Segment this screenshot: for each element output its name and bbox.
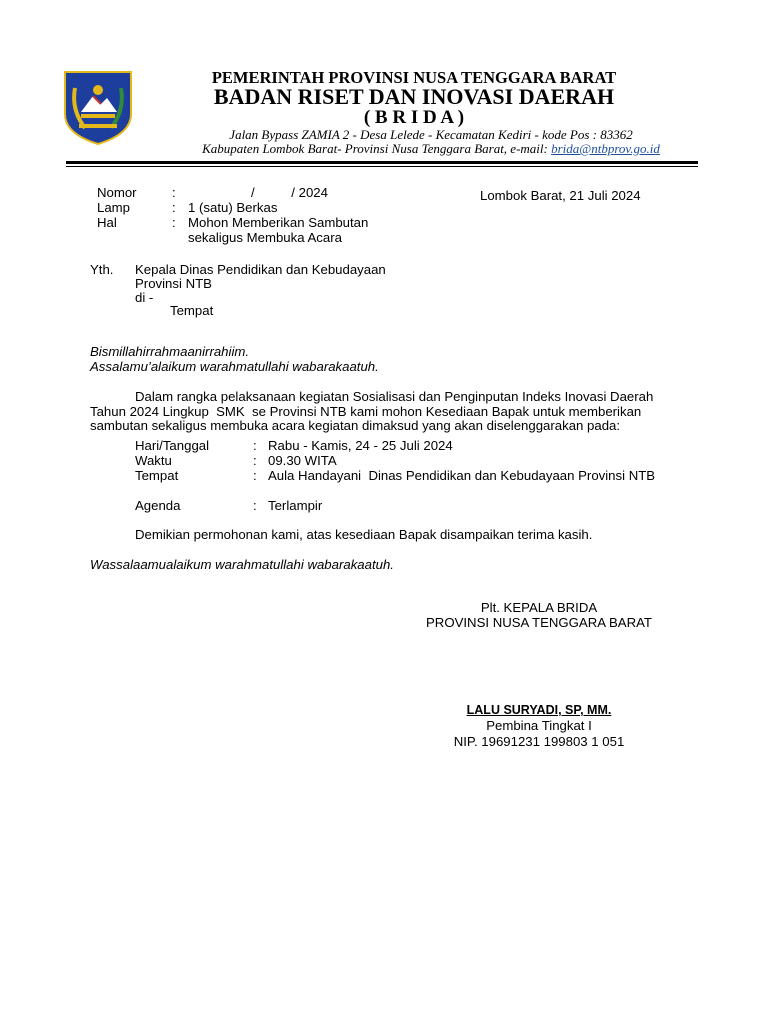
field-value-lamp: 1 (satu) Berkas <box>188 200 278 215</box>
letterhead-address: Jalan Bypass ZAMIA 2 - Desa Lelede - Kecamatan Kediri - kode Pos : 83362 <box>229 127 633 142</box>
body-line1: Dalam rangka pelaksanaan kegiatan Sosialisasi dan Penginputan Indeks Inovasi Daerah <box>135 389 654 404</box>
signature-title2: PROVINSI NUSA TENGGARA BARAT <box>426 615 652 630</box>
recipient-line1: Kepala Dinas Pendidikan dan Kebudayaan <box>135 262 386 277</box>
detail-value-place: Aula Handayani Dinas Pendidikan dan Kebudayaan Provinsi NTB <box>268 468 656 483</box>
signatory-rank: Pembina Tingkat I <box>486 718 592 733</box>
detail-label-date: Hari/Tanggal <box>135 438 210 453</box>
detail-sep: : <box>253 438 257 453</box>
header-divider-thin <box>66 166 698 167</box>
recipient-prefix: Yth. <box>90 262 114 277</box>
recipient-line2: Provinsi NTB <box>135 276 212 291</box>
detail-value-date: Rabu - Kamis, 24 - 25 Juli 2024 <box>268 438 453 453</box>
closing-text: Demikian permohonan kami, atas kesediaan Bapak disampaikan terima kasih. <box>135 527 593 542</box>
government-name: PEMERINTAH PROVINSI NUSA TENGGARA BARAT <box>211 68 617 87</box>
opening-salam: Assalamu’alaikum warahmatullahi wabarakaatuh. <box>90 359 379 374</box>
field-value-nomor: / / 2024 <box>251 185 328 200</box>
signature-title1: Plt. KEPALA BRIDA <box>480 600 598 615</box>
address-text: Kabupaten Lombok Barat- Provinsi Nusa Tenggara Barat, e-mail: <box>202 141 552 156</box>
field-label-nomor: Nomor <box>97 185 137 200</box>
recipient-line3: di - <box>135 290 154 305</box>
detail-sep: : <box>253 453 257 468</box>
agency-acronym: ( B R I D A ) <box>363 107 465 128</box>
body-line2: Tahun 2024 Lingkup SMK se Provinsi NTB kami mohon Kesediaan Bapak untuk memberikan <box>90 404 642 419</box>
field-sep: : <box>172 215 176 230</box>
email-link[interactable]: brida@ntbprov.go.id <box>551 141 660 156</box>
signatory-nip: NIP. 19691231 199803 1 051 <box>453 734 625 749</box>
detail-sep: : <box>253 498 257 513</box>
header-divider-thick <box>66 161 698 164</box>
field-value-hal-line2: sekaligus Membuka Acara <box>188 230 342 245</box>
closing-salam: Wassalaamualaikum warahmatullahi wabarakaatuh. <box>90 557 394 572</box>
detail-sep: : <box>253 468 257 483</box>
field-value-hal: Mohon Memberikan Sambutan <box>188 215 369 230</box>
body-line3: sambutan sekaligus membuka acara kegiatan dimaksud yang akan diselenggarakan pada: <box>90 418 621 433</box>
field-sep: : <box>172 185 176 200</box>
detail-label-place: Tempat <box>135 468 179 483</box>
place-date: Lombok Barat, 21 Juli 2024 <box>480 188 641 203</box>
detail-label-agenda: Agenda <box>135 498 181 513</box>
detail-value-time: 09.30 WITA <box>268 453 337 468</box>
signatory-name: LALU SURYADI, SP, MM. <box>466 703 612 717</box>
field-label-lamp: Lamp <box>97 200 130 215</box>
field-sep: : <box>172 200 176 215</box>
agency-name: BADAN RISET DAN INOVASI DAERAH <box>213 84 615 109</box>
recipient-line4: Tempat <box>170 303 214 318</box>
field-label-hal: Hal <box>97 215 117 230</box>
detail-value-agenda: Terlampir <box>268 498 323 513</box>
detail-label-time: Waktu <box>135 453 172 468</box>
opening-basmalah: Bismillahirrahmaanirrahiim. <box>90 344 250 359</box>
letterhead-address-line2 <box>0 141 768 157</box>
